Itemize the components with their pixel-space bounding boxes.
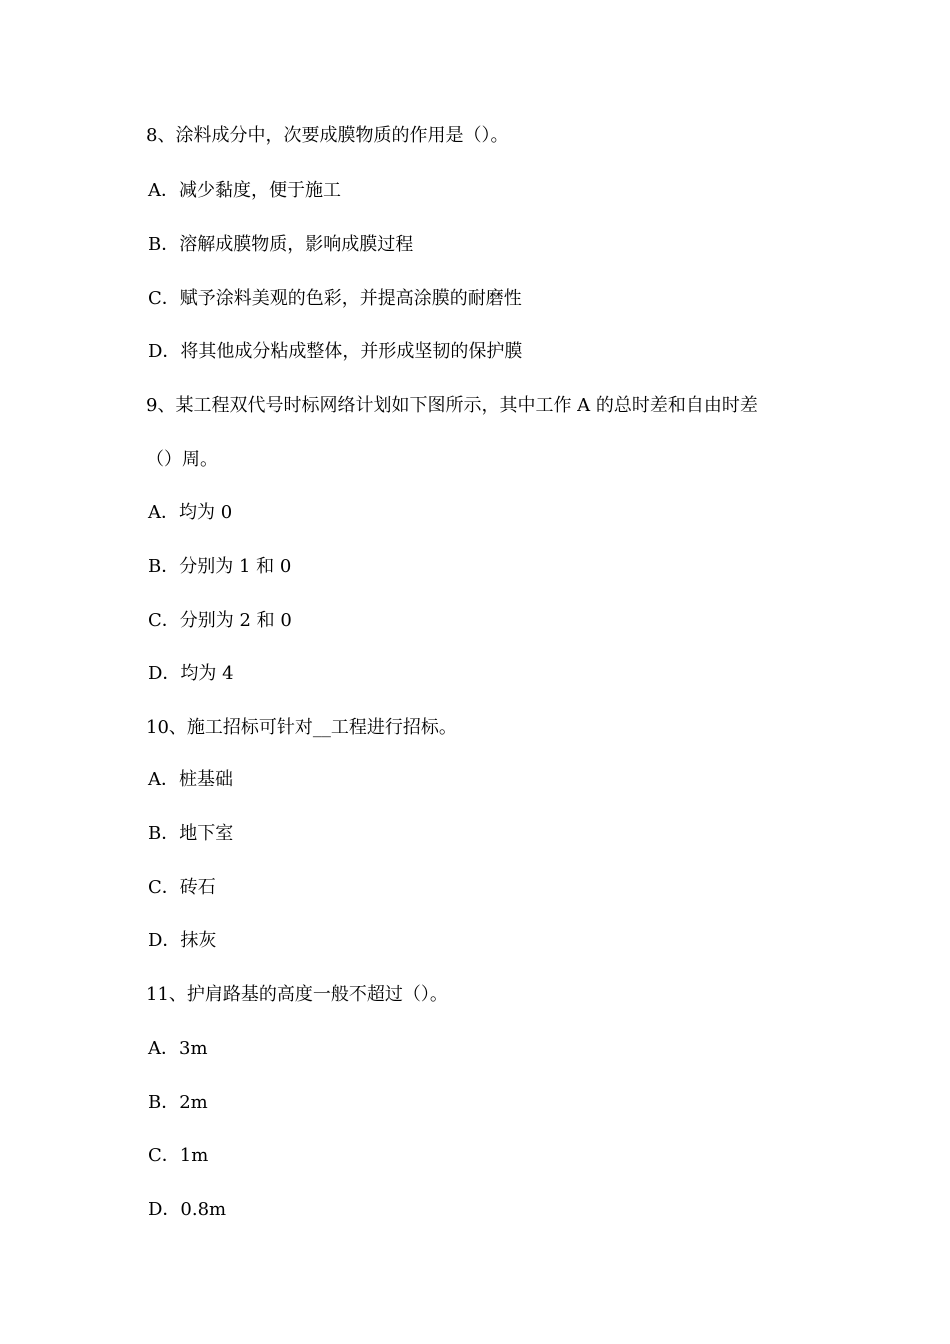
question-9-stem: 9、某工程双代号时标网络计划如下图所示，其中工作 A 的总时差和自由时差 <box>146 395 758 416</box>
question-10-option-b: B．地下室 <box>148 823 234 844</box>
question-11-option-c: C．1m <box>148 1145 209 1166</box>
question-10-option-d: D．抹灰 <box>148 930 217 951</box>
question-8-option-a: A．减少黏度，便于施工 <box>148 180 341 201</box>
question-9-stem-continued: （）周。 <box>146 449 218 470</box>
question-11-stem: 11、护肩路基的高度一般不超过（）。 <box>146 984 448 1005</box>
question-8-option-c: C．赋予涂料美观的色彩，并提高涂膜的耐磨性 <box>148 288 522 309</box>
question-10-stem: 10、施工招标可针对__工程进行招标。 <box>146 717 457 738</box>
question-8-option-d: D．将其他成分粘成整体，并形成坚韧的保护膜 <box>148 341 523 362</box>
question-8-option-b: B．溶解成膜物质，影响成膜过程 <box>148 234 414 255</box>
question-9-option-d: D．均为 4 <box>148 663 234 684</box>
question-11-option-a: A．3m <box>148 1038 208 1059</box>
question-9-option-b: B．分别为 1 和 0 <box>148 556 292 577</box>
question-11-option-d: D．0.8m <box>148 1199 227 1220</box>
question-10-option-a: A．桩基础 <box>148 769 233 790</box>
question-9-option-a: A．均为 0 <box>148 502 233 523</box>
question-9-option-c: C．分别为 2 和 0 <box>148 610 292 631</box>
question-11-option-b: B．2m <box>148 1092 208 1113</box>
question-8-stem: 8、涂料成分中，次要成膜物质的作用是（）。 <box>146 125 509 146</box>
question-10-option-c: C．砖石 <box>148 877 216 898</box>
